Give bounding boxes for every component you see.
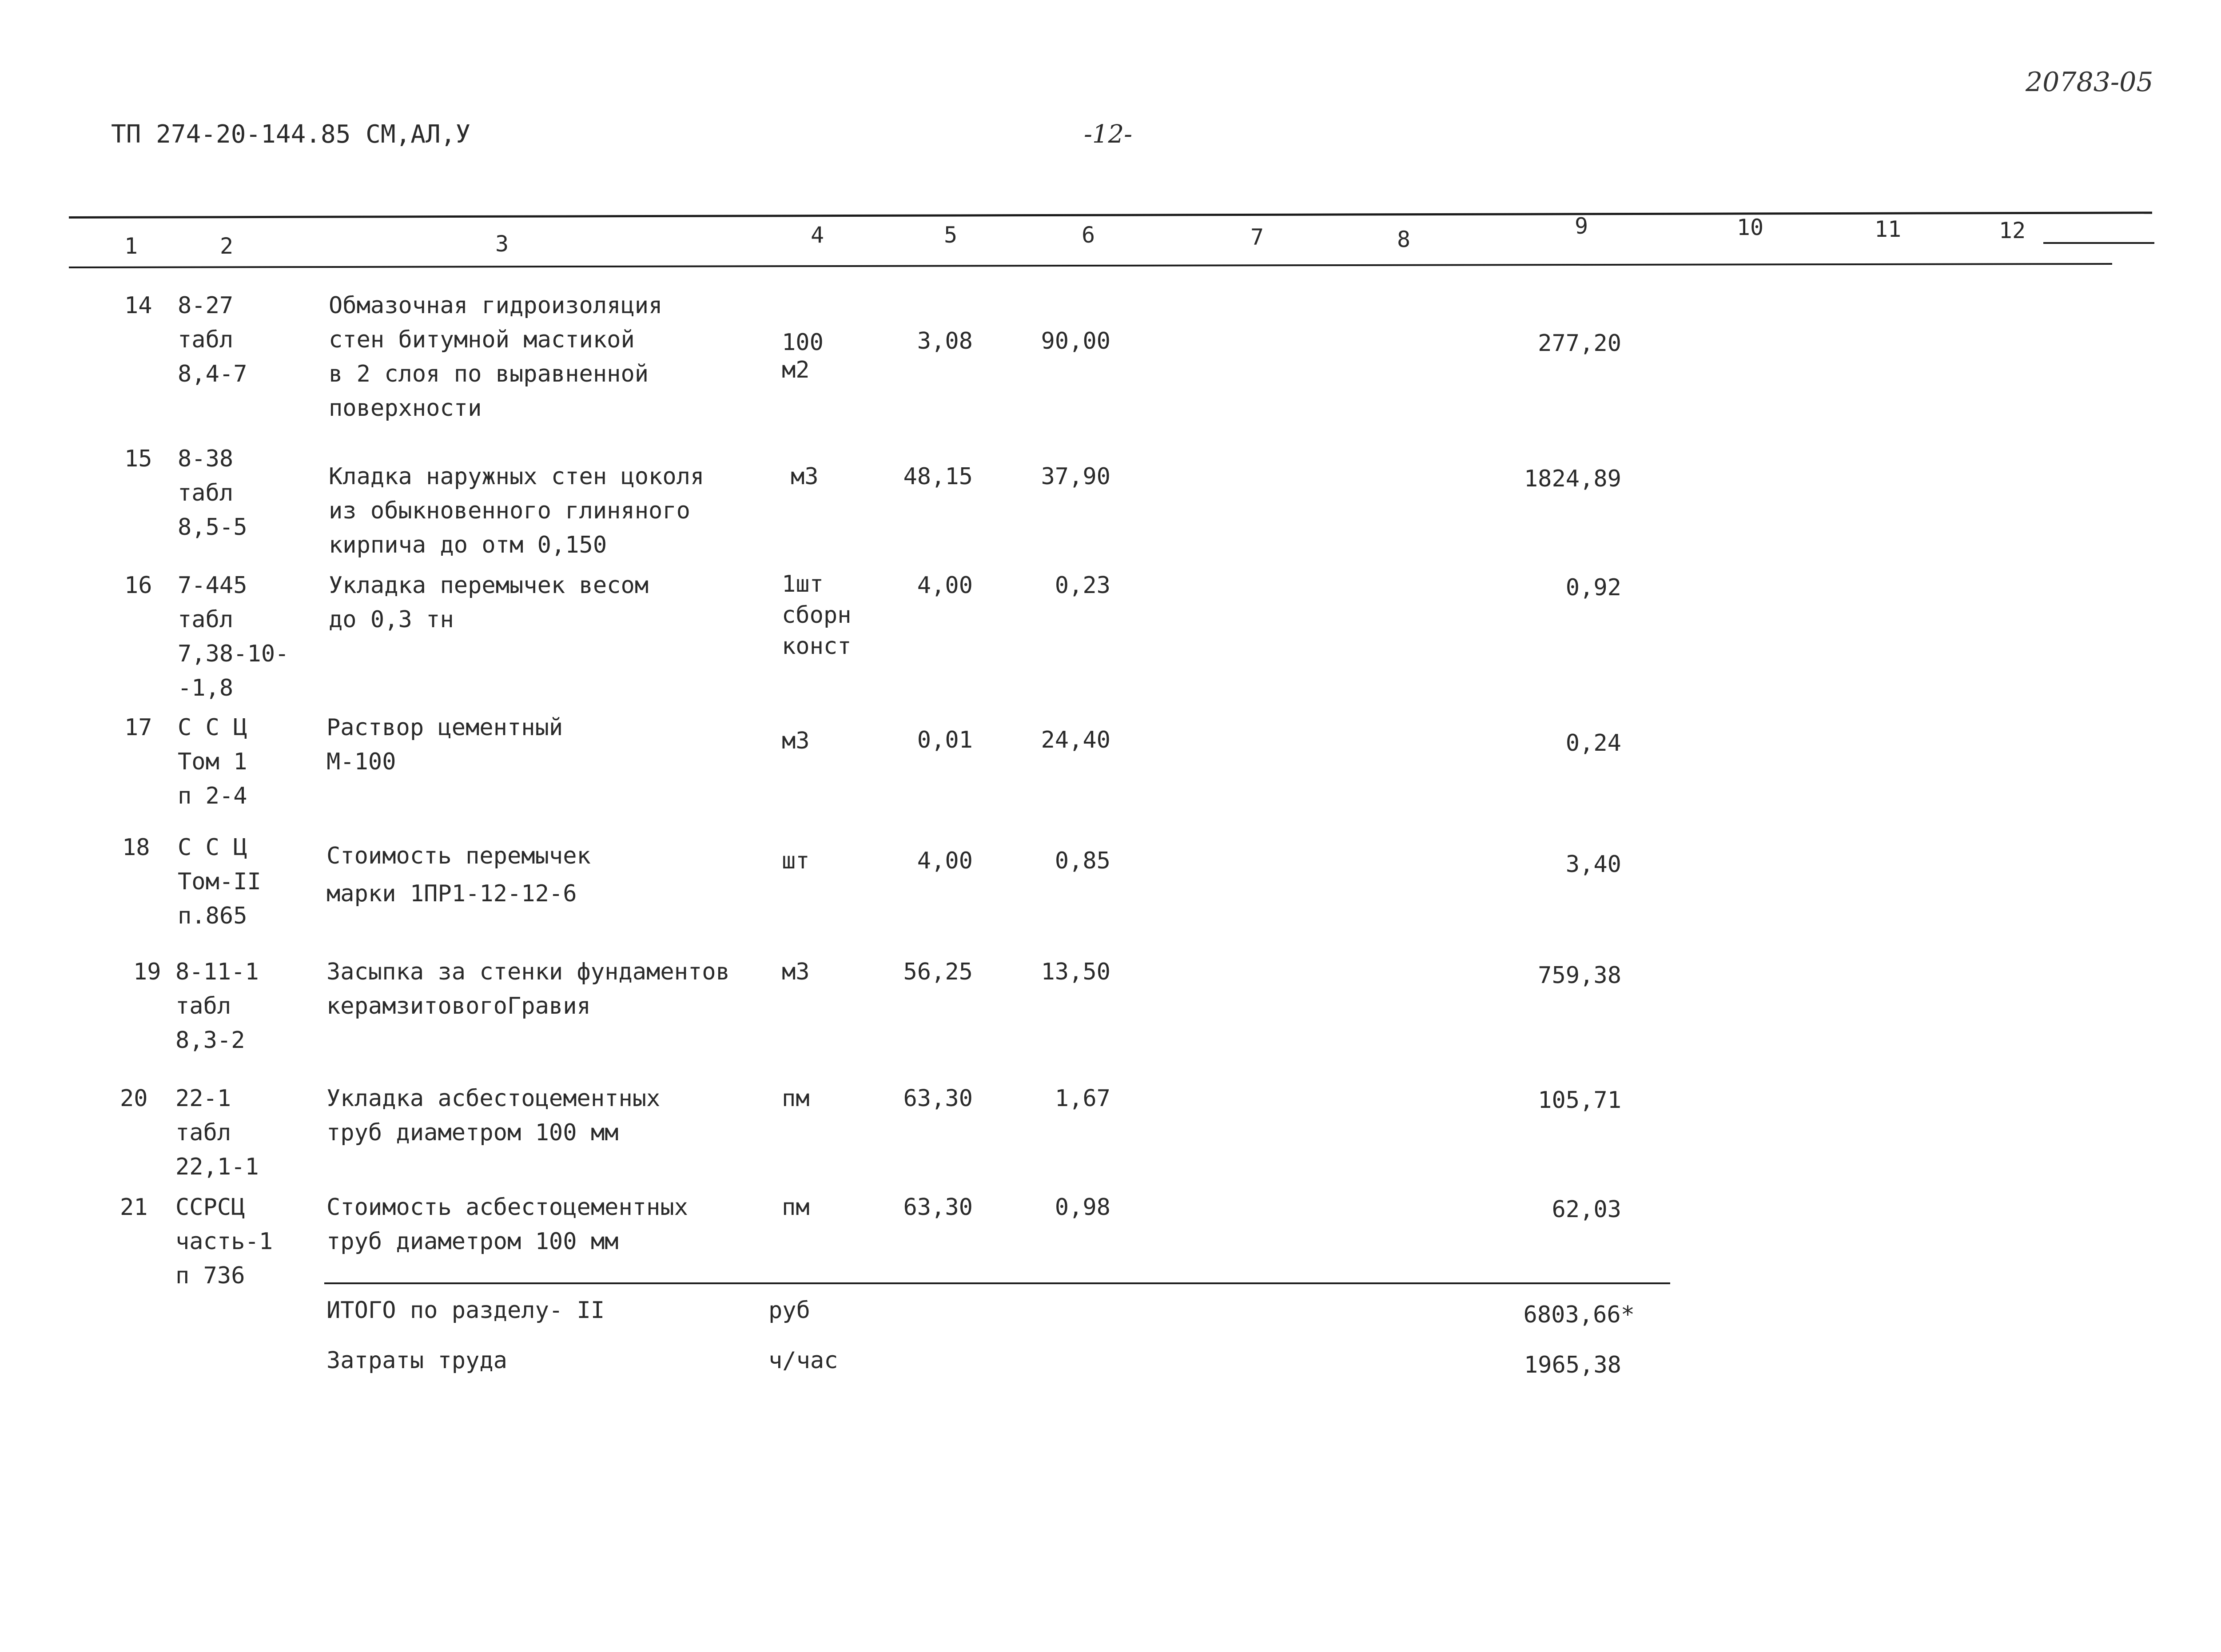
row-unit-price: 0,23 xyxy=(1055,572,1110,599)
row-unit-price: 0,85 xyxy=(1055,848,1110,874)
column-header-11: 11 xyxy=(1874,216,1902,242)
row-number: 15 xyxy=(124,446,152,472)
page-number: -12- xyxy=(1084,120,1133,149)
row-reference: С С Ц Том-II п.865 xyxy=(178,834,261,929)
row-quantity: 56,25 xyxy=(903,959,973,985)
row-number: 20 xyxy=(120,1085,148,1112)
column-header-9: 9 xyxy=(1574,213,1588,239)
row-description: Стоимость перемычек марки 1ПР1-12-12-6 xyxy=(326,843,591,907)
row-number: 16 xyxy=(124,572,152,599)
column-header-10: 10 xyxy=(1736,215,1764,240)
row-unit: пм xyxy=(782,1085,810,1112)
column-header-7: 7 xyxy=(1250,224,1264,250)
row-number: 18 xyxy=(122,834,150,861)
row-description: Укладка перемычек весом до 0,3 тн xyxy=(329,572,649,633)
labor-cost-label: Затраты труда xyxy=(326,1347,507,1374)
column-header-1: 1 xyxy=(124,233,138,259)
column-header-4: 4 xyxy=(810,222,824,248)
row-number: 17 xyxy=(124,714,152,741)
row-quantity: 63,30 xyxy=(903,1194,973,1221)
column-header-8: 8 xyxy=(1397,227,1411,252)
row-quantity: 3,08 xyxy=(917,328,973,354)
row-unit: 1шт сборн конст xyxy=(782,571,852,660)
row-reference: 22-1 табл 22,1-1 xyxy=(175,1085,259,1180)
row-total: 3,40 xyxy=(1565,851,1621,878)
row-reference: ССРСЦ часть-1 п 736 xyxy=(175,1194,273,1289)
row-description: Засыпка за стенки фундаментов керамзитовогоГравия xyxy=(326,959,730,1019)
row-quantity: 4,00 xyxy=(917,848,973,874)
corner-number: 20783-05 xyxy=(2026,67,2153,98)
row-reference: 8-27 табл 8,4-7 xyxy=(178,292,247,387)
row-unit-price: 0,98 xyxy=(1055,1194,1110,1221)
column-header-2: 2 xyxy=(219,233,234,259)
document-code: ТП 274-20-144.85 СМ,АЛ,У xyxy=(111,120,471,149)
row-quantity: 63,30 xyxy=(903,1085,973,1112)
row-total: 0,24 xyxy=(1565,730,1621,756)
row-quantity: 0,01 xyxy=(917,727,973,753)
header-rule-tail xyxy=(2043,242,2154,244)
row-description: Обмазочная гидроизоляция стен битумной мастикой в 2 слоя по выравненной поверхности xyxy=(329,292,663,422)
row-unit-price: 90,00 xyxy=(1041,328,1110,354)
row-unit: пм xyxy=(782,1194,810,1221)
row-unit: м3 xyxy=(791,463,819,490)
row-reference: 8-38 табл 8,5-5 xyxy=(178,446,247,541)
section-total-value: 6803,66* xyxy=(1523,1302,1635,1328)
row-total: 62,03 xyxy=(1552,1196,1621,1223)
column-header-3: 3 xyxy=(495,231,509,257)
row-unit-price: 37,90 xyxy=(1041,463,1110,490)
labor-cost-unit: ч/час xyxy=(768,1347,838,1374)
row-unit: м3 xyxy=(782,728,810,754)
row-total: 759,38 xyxy=(1538,962,1621,989)
row-unit-price: 13,50 xyxy=(1041,959,1110,985)
row-unit: шт xyxy=(782,848,810,874)
row-description: Кладка наружных стен цоколя из обыкновенного глиняного кирпича до отм 0,150 xyxy=(329,463,705,558)
row-quantity: 4,00 xyxy=(917,572,973,599)
labor-cost-value: 1965,38 xyxy=(1524,1352,1621,1378)
row-quantity: 48,15 xyxy=(903,463,973,490)
row-number: 21 xyxy=(120,1194,148,1221)
row-unit: м3 xyxy=(782,959,810,985)
row-unit-price: 24,40 xyxy=(1041,727,1110,753)
column-header-6: 6 xyxy=(1081,222,1095,248)
row-total: 1824,89 xyxy=(1524,466,1621,492)
column-header-5: 5 xyxy=(943,222,958,248)
row-total: 277,20 xyxy=(1538,330,1621,357)
row-unit: 100 м2 xyxy=(782,329,824,383)
row-unit-price: 1,67 xyxy=(1055,1085,1110,1112)
row-number: 19 xyxy=(133,959,161,985)
section-total-label: ИТОГО по разделу- II xyxy=(326,1297,605,1324)
table-header-bottom-rule xyxy=(69,263,2112,268)
row-total: 0,92 xyxy=(1565,574,1621,601)
row-reference: 7-445 табл 7,38-10- -1,8 xyxy=(178,572,289,701)
row-description: Укладка асбестоцементных труб диаметром 100 мм xyxy=(326,1085,661,1146)
section-total-unit: руб xyxy=(768,1297,810,1324)
totals-rule xyxy=(324,1282,1670,1284)
row-total: 105,71 xyxy=(1538,1087,1621,1114)
row-description: Раствор цементный М-100 xyxy=(326,714,563,775)
column-header-12: 12 xyxy=(1998,218,2026,243)
row-reference: С С Ц Том 1 п 2-4 xyxy=(178,714,247,809)
table-top-rule xyxy=(69,211,2152,219)
row-description: Стоимость асбестоцементных труб диаметром 100 мм xyxy=(326,1194,688,1255)
row-number: 14 xyxy=(124,292,152,319)
row-reference: 8-11-1 табл 8,3-2 xyxy=(175,959,259,1054)
